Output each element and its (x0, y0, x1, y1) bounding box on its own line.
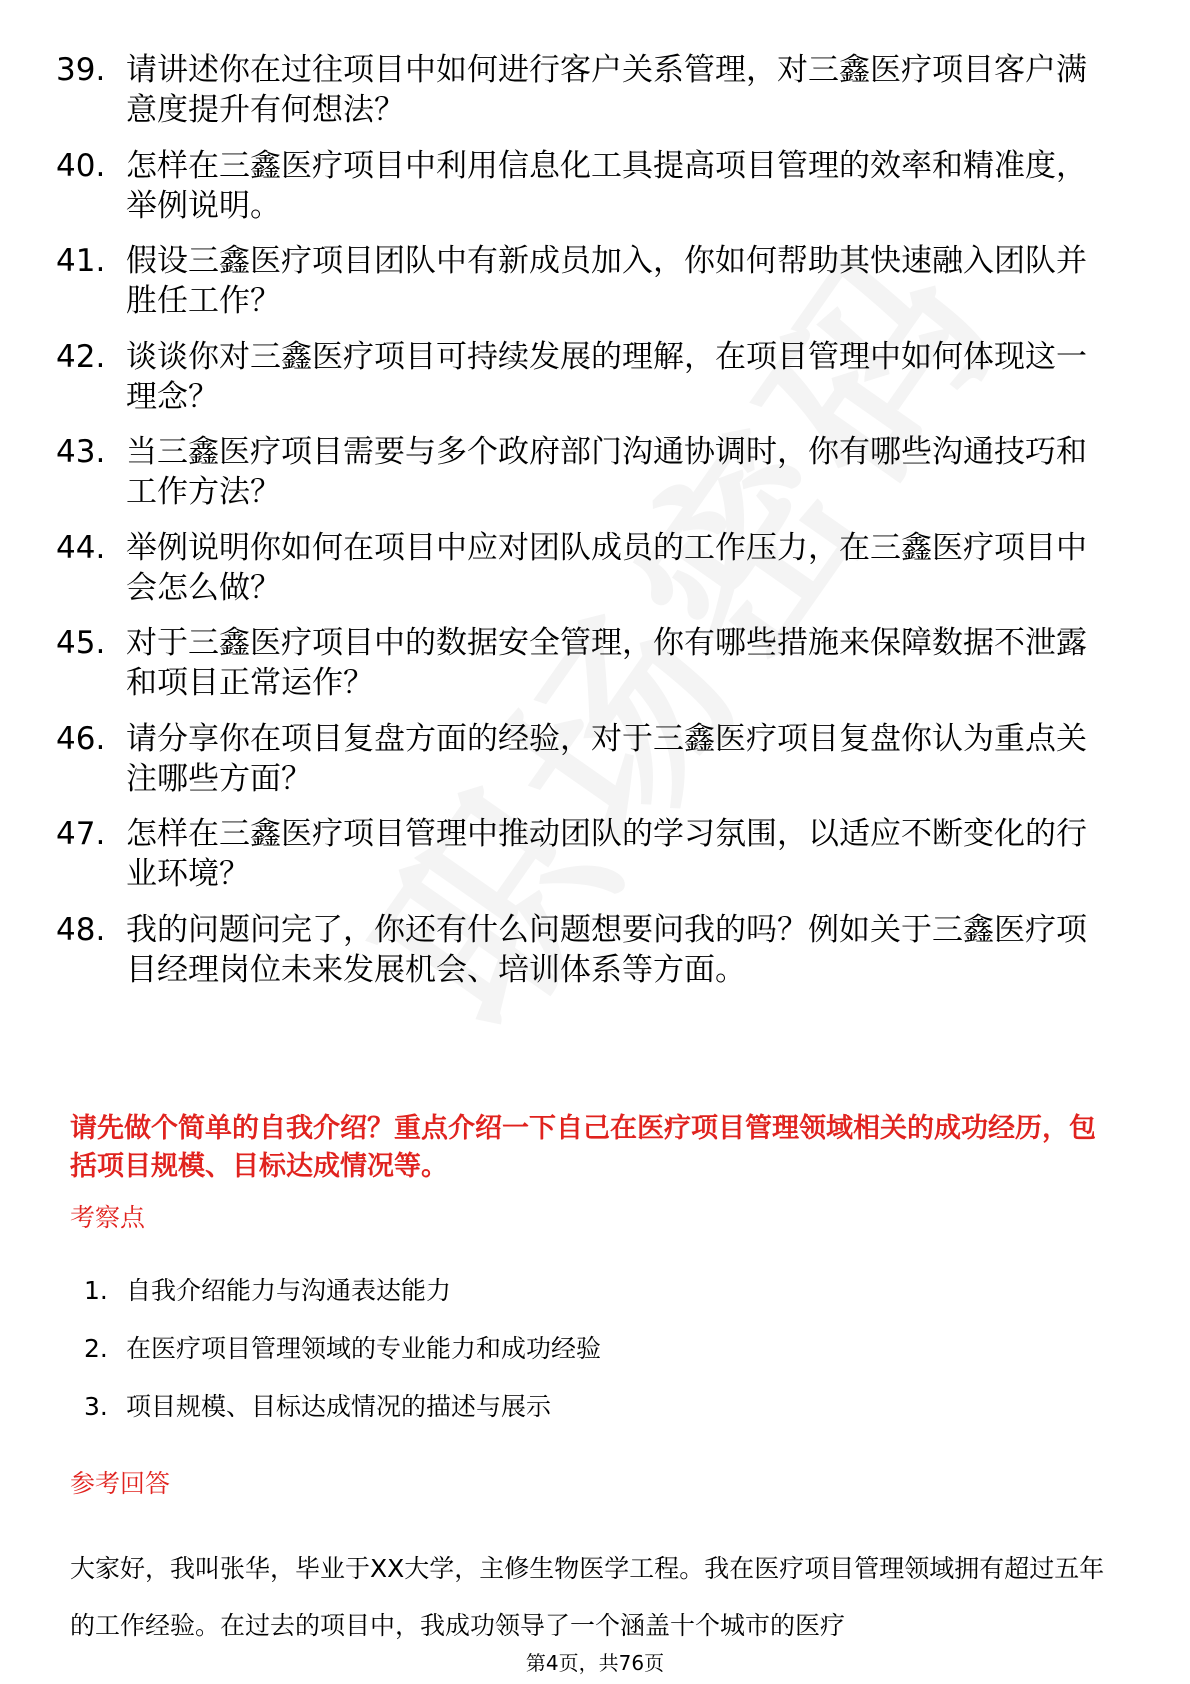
points-heading: 考察点 (70, 1203, 146, 1232)
point-number: 1. (84, 1276, 108, 1305)
point-text: 在医疗项目管理领域的专业能力和成功经验 (126, 1334, 602, 1363)
section-title: 请先做个简单的自我介绍？重点介绍一下自己在医疗项目管理领域相关的成功经历，包括项目规模、目标达成情况等。 (70, 1113, 1096, 1182)
question-list (56, 50, 1116, 1005)
question-number: 41. (56, 243, 106, 279)
question-text: 请分享你在项目复盘方面的经验，对于三鑫医疗项目复盘你认为重点关注哪些方面？ (126, 720, 1087, 797)
question-text: 对于三鑫医疗项目中的数据安全管理，你有哪些措施来保障数据不泄露和项目正常运作？ (126, 625, 1087, 701)
point-text: 项目规模、目标达成情况的描述与展示 (126, 1392, 552, 1421)
list-item (84, 1275, 1084, 1307)
list-item (84, 1333, 1084, 1365)
question-number: 39. (56, 52, 106, 88)
question-number: 45. (56, 625, 106, 661)
question-number: 44. (56, 529, 106, 566)
list-item (56, 50, 1116, 130)
question-text: 请讲述你在过往项目中如何进行客户关系管理，对三鑫医疗项目客户满意度提升有何想法？ (126, 52, 1087, 128)
question-number: 46. (56, 720, 106, 757)
point-number: 3. (84, 1392, 108, 1421)
list-item (84, 1391, 1084, 1423)
question-number: 42. (56, 338, 106, 375)
list-item (56, 814, 1116, 894)
list-item (56, 528, 1116, 608)
question-number: 48. (56, 911, 106, 948)
list-item (56, 623, 1116, 703)
question-number: 47. (56, 816, 106, 852)
question-text: 怎样在三鑫医疗项目管理中推动团队的学习氛围，以适应不断变化的行业环境？ (126, 816, 1087, 892)
list-item (56, 910, 1116, 990)
question-text: 怎样在三鑫医疗项目中利用信息化工具提高项目管理的效率和精准度，举例说明。 (126, 147, 1087, 224)
question-text: 当三鑫医疗项目需要与多个政府部门沟通协调时，你有哪些沟通技巧和工作方法？ (126, 434, 1087, 510)
question-number: 40. (56, 147, 106, 184)
question-number: 43. (56, 434, 106, 470)
points-list (84, 1275, 1084, 1449)
point-text: 自我介绍能力与沟通表达能力 (126, 1276, 452, 1305)
list-item (56, 241, 1116, 321)
answer-text: 大家好，我叫张华，毕业于XX大学，主修生物医学工程。我在医疗项目管理领域拥有超过五年的工作经验。在过去的项目中，我成功领导了一个涵盖十个城市的医疗 (70, 1554, 1105, 1640)
question-text: 谈谈你对三鑫医疗项目可持续发展的理解，在项目管理中如何体现这一理念？ (126, 338, 1087, 415)
list-item (56, 432, 1116, 512)
page-number: 第4页，共76页 (525, 1651, 665, 1675)
list-item (56, 337, 1116, 417)
answer-heading: 参考回答 (70, 1469, 171, 1498)
question-text: 假设三鑫医疗项目团队中有新成员加入，你如何帮助其快速融入团队并胜任工作？ (126, 243, 1087, 319)
question-text: 我的问题问完了，你还有什么问题想要问我的吗？例如关于三鑫医疗项目经理岗位未来发展机会、培训体系等方面。 (126, 911, 1087, 988)
list-item (56, 719, 1116, 799)
list-item (56, 146, 1116, 226)
question-text: 举例说明你如何在项目中应对团队成员的工作压力，在三鑫医疗项目中会怎么做？ (126, 529, 1087, 606)
point-number: 2. (84, 1334, 108, 1363)
